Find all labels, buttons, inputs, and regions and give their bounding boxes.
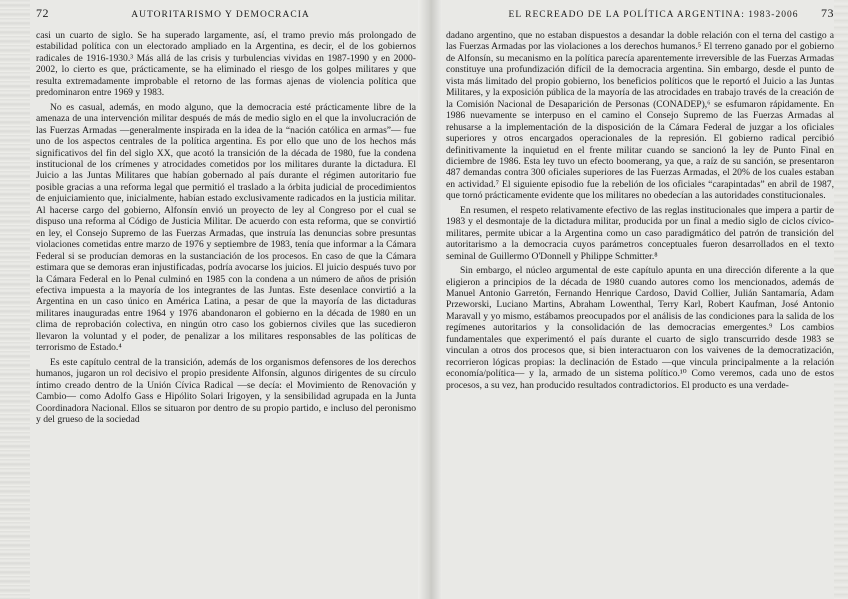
right-paragraph-1: dadano argentino, que no estaban dispuestos a desandar la doble relación con el terna del castigo a las Fuerzas Armadas por las violaciones a los derechos humanos.⁵ El terreno ganado por el gobierno de Alfonsín, su mecanismo en la política parecía aparentemente irreversible de las Fuerzas Armadas constituye una profundización difícil de la democracia argentina. Sin embargo, desde el punto de vista más limitado del propio gobierno, los beneficios políticos que le reportó el Juicio a las Juntas Militares, y la exposición pública de la mayoría de las atrocidades en trabajo través de la creación de la Comisión Nacional de Desaparición de Personas (CONADEP),⁶ se esfumaron rápidamente. En 1986 nuevamente se interpuso en el camino el Consejo Supremo de las Fuerzas Armadas al rehusarse a la implementación de la disposición de la Cámara Federal de juzgar a los oficiales superiores y otros encargados operacionales de la represión. El gobierno radical percibió definitivamente la inquietud en el frente militar cuando se sancionó la ley de Punto Final en diciembre de 1986. Esta ley tuvo un efecto boomerang, ya que, a raíz de su sanción, se presentaron 487 demandas contra 300 oficiales superiores de las Fuerzas Armadas, el 20% de los cuales estaban en actividad.⁷ El siguiente episodio fue la rebelión de los oficiales “carapintadas” en abril de 1987, que tornó prácticamente evidente que los militares no obedecían a las autoridades constitucionales.: [446, 30, 834, 202]
right-page-number: 73: [820, 6, 834, 20]
left-running-title: AUTORITARISMO Y DEMOCRACIA: [131, 10, 310, 20]
left-page: [36, 6, 416, 594]
right-paragraph-3: Sin embargo, el núcleo argumental de este capítulo apunta en una dirección diferente a la que eligieron a principios de la década de 1980 cuando autores como los mencionados, además de Manuel Antonio Garretón, Fernando Henrique Cardoso, David Collier, Julián Santamaría, Adam Przeworski, Luciano Martins, Abraham Lowenthal, Terry Karl, Robert Kaufman, José Antonio Maravall y yo mismo, estábamos preocupados por el análisis de las condiciones para la salida de los regímenes autoritarios y la consolidación de las democracias emergentes.⁹ Los cambios fundamentales que experimentó el país durante el cuarto de siglo transcurrido desde 1983 se vinculan a otros dos procesos que, si bien interactuaron con los vaivenes de la democratización, recorrieron lógicas propias: la declinación de Estado —que vincula principalmente a la relación economía/política— y la, armado de un sistema político.¹⁰ Como veremos, cada uno de estos procesos, a su vez, han producido resultados contradictorios. El producto es una verdade-: [446, 265, 834, 391]
scan-shadow-left: [0, 0, 30, 599]
left-page-number: 72: [36, 6, 49, 20]
scan-shadow-right: [834, 0, 848, 599]
right-page-body: [446, 30, 834, 391]
left-paragraph-3: Es este capítulo central de la transición, además de los organismos defensores de los derechos humanos, jugaron un rol decisivo el propio presidente Alfonsín, algunos dirigentes de su círculo íntimo creado dentro de la Unión Cívica Radical —se decía: el Movimiento de Renovación y Cambio— como Adolfo Gass e Hipólito Solari Irigoyen, y la sensibilidad agrupada en la Junta Coordinadora Nacional. Ellos se situaron por dentro de su propio partido, e incluso del peronismo y del grueso de la sociedad: [36, 356, 416, 425]
right-running-title: EL RECREADO DE LA POLÍTICA ARGENTINA: 1983-2006: [508, 10, 799, 20]
right-paragraph-2: En resumen, el respeto relativamente efectivo de las reglas institucionales que impera a partir de 1983 y el desmontaje de la dictadura militar, producida por un final a medio siglo de ciclos cívico-militares, permite ubicar a la Argentina como un caso paradigmático del patrón de transición del autoritarismo a la democracia cuyos parámetros conceptuales fueron desarrollados en el texto seminal de Guillermo O'Donnell y Philippe Schmitter.⁸: [446, 204, 834, 262]
book-gutter: [418, 0, 442, 599]
left-page-header: [36, 6, 416, 24]
left-paragraph-1: casi un cuarto de siglo. Se ha superado largamente, así, el tramo previo más prolongado de estabilidad política con un electorado ampliado en la Argentina, es decir, el de los gobiernos radicales de 1916-1930.³ Más allá de las crisis y turbulencias vividas en 1987-1990 y en 2000-2002, lo cierto es que, prácticamente, se ha eliminado el riesgo de los golpes militares y que resulta extremadamente improbable el retorno de las formas ajenas de violencia política que predominaron entre 1969 y 1983.: [36, 30, 416, 99]
left-page-body: [36, 30, 416, 425]
right-page: [446, 6, 834, 594]
right-page-header: [446, 6, 834, 24]
left-paragraph-2: No es casual, además, en modo alguno, que la democracia esté prácticamente libre de la amenaza de una intervención militar después de más de medio siglo en el que la involucración de las Fuerzas Armadas —generalmente inspirada en la idea de la “nación católica en armas”— fue uno de los aspectos centrales de la política argentina. Es por ello que uno de los hechos más significativos del fin del siglo XX, que acotó la transición de la década de 1980, fue la condena institucional de los crímenes y atrocidades cometidos por los militares durante la dictadura. El Juicio a las Juntas Militares que habían gobernado al país durante el régimen autoritario fue posible gracias a una reforma legal que permitió el traslado a la órbita judicial de procedimientos de enjuiciamiento que, inicialmente, habían estado exclusivamente radicados en la justicia militar. Al hacerse cargo del gobierno, Alfonsín envió un proyecto de ley al Congreso por el cual se dispuso una reforma al Código de Justicia Militar. De acuerdo con esta reforma, que se convirtió en ley, el Consejo Supremo de las Fuerzas Armadas, que instruía las denuncias sobre presuntas violaciones cometidas entre marzo de 1976 y septiembre de 1983, tenía que informar a la Cámara Federal si se producían demoras en la sustanciación de los procesos. En caso de que la Cámara estimara que se demoras eran injustificadas, podría avocarse los juicios. El juicio después tuvo por la Cámara Federal en lo Penal culminó en 1985 con la condena a un número de años de prisión efectiva impuesta a la mayoría de los integrantes de las Juntas. Este desenlace convirtió a la Argentina en un caso único en América Latina, a pesar de que la mayoría de las dictaduras militares inauguradas entre 1964 y 1976 abandonaron el gobierno en la década de 1980 en un clima de reprobación colectiva, en ningún otro caso los gobiernos civiles que las sucedieron llevaron la voluntad y el poder, de penalizar a los militares responsables de las políticas de terrorismo de Estado.⁴: [36, 101, 416, 354]
